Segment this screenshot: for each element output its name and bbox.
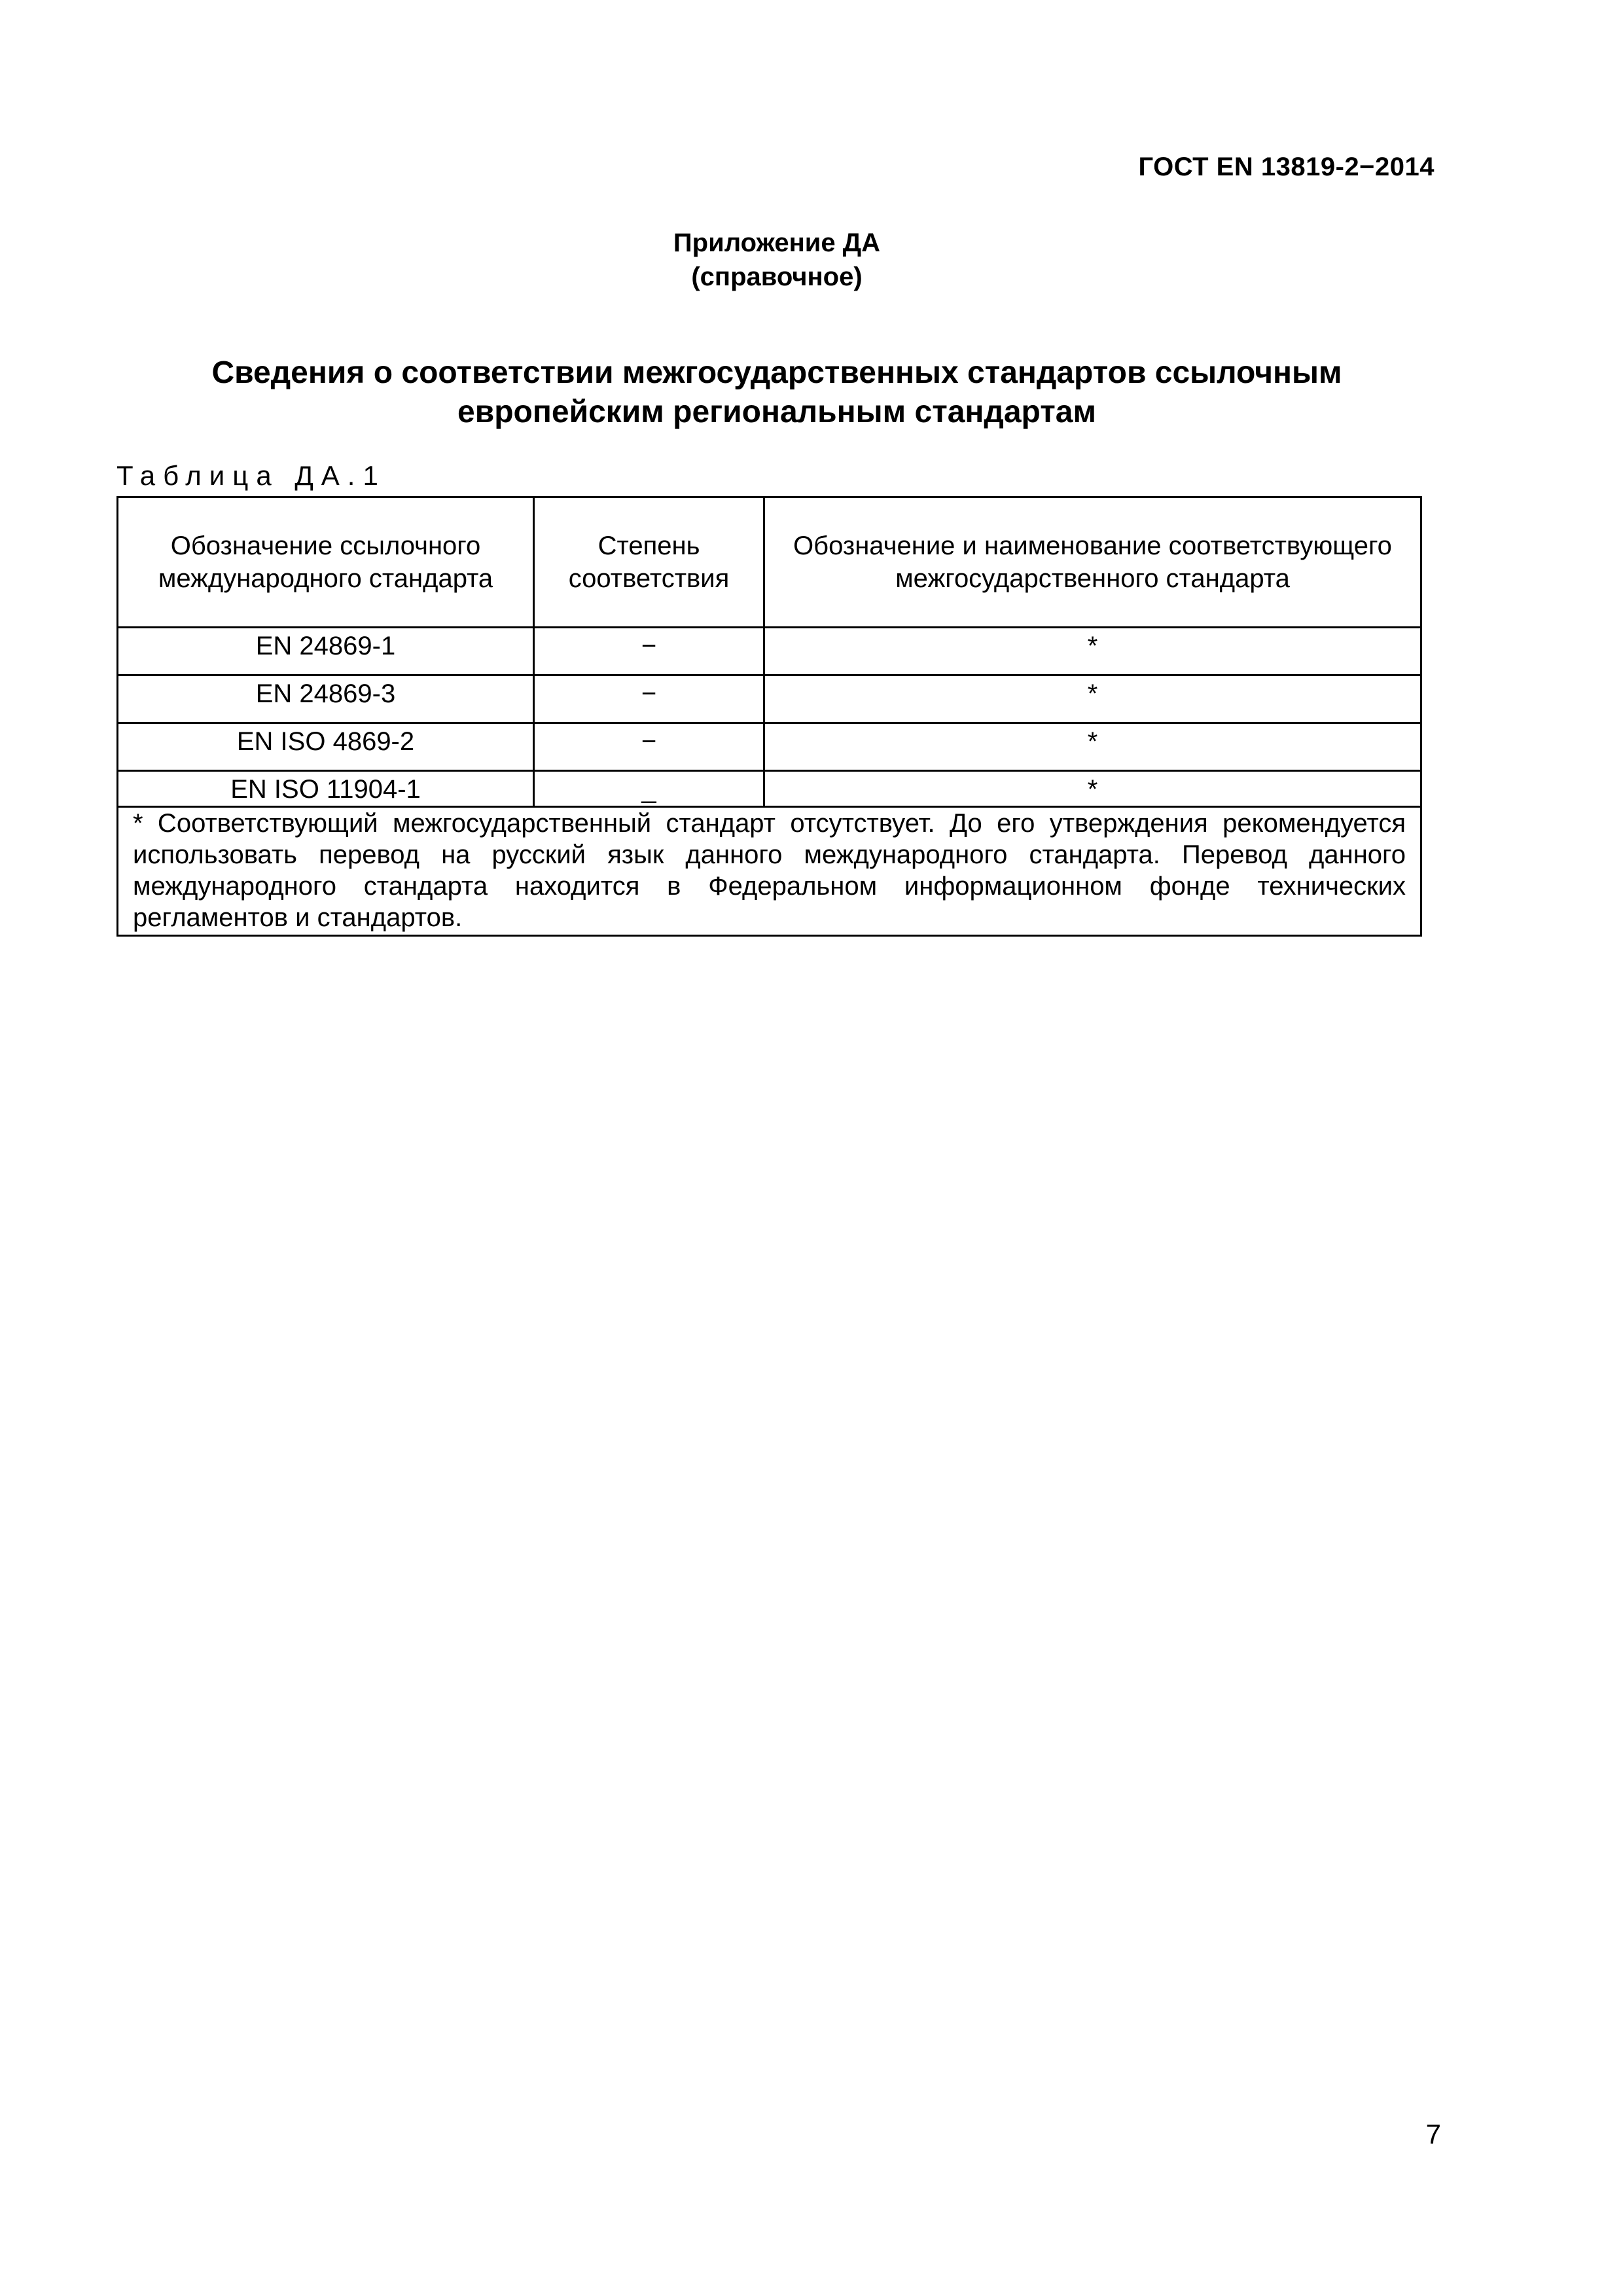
table-cell-interstate-standard: *	[764, 628, 1421, 675]
section-heading	[0, 353, 1554, 432]
section-heading-line-2: европейским региональным стандартам	[457, 395, 1096, 429]
table-cell-interstate-standard: *	[764, 675, 1421, 723]
table-cell-reference-standard: EN ISO 11904-1	[118, 771, 534, 807]
column-header-degree-of-conformity: Степень соответствия	[534, 497, 764, 628]
page-number: 7	[1425, 2119, 1441, 2149]
table-cell-reference-standard: EN 24869-1	[118, 628, 534, 675]
document-code: ГОСТ EN 13819-2−2014	[1138, 152, 1435, 181]
annex-title: Приложение ДА	[673, 228, 881, 257]
table-cell-degree: −	[534, 723, 764, 771]
table-header-row	[118, 497, 1421, 628]
annex-heading	[0, 226, 1554, 294]
table-cell-degree: −	[534, 628, 764, 675]
table-cell-interstate-standard: *	[764, 723, 1421, 771]
section-heading-line-1: Сведения о соответствии межгосударственных стандартов ссылочным	[211, 355, 1342, 390]
table-row	[118, 723, 1421, 771]
table-row	[118, 675, 1421, 723]
table-caption: Таблица ДА.1	[116, 460, 386, 491]
table-cell-reference-standard: EN ISO 4869-2	[118, 723, 534, 771]
column-header-reference-standard: Обозначение ссылочного международного стандарта	[118, 497, 534, 628]
annex-subtitle: (справочное)	[691, 262, 863, 291]
column-header-interstate-standard: Обозначение и наименование соответствующего межгосударственного стандарта	[764, 497, 1421, 628]
table-cell-degree: −	[534, 675, 764, 723]
table-row	[118, 628, 1421, 675]
table-footnote-row	[118, 807, 1421, 936]
table-cell-interstate-standard: *	[764, 771, 1421, 807]
table-cell-degree: _	[534, 771, 764, 807]
table-footnote: * Соответствующий межгосударственный стандарт отсутствует. До его утверждения рекомендуется использовать перевод на русский язык данного международного стандарта. Перевод данного международного стандарта находится в Федеральном информационном фонде технических регламентов и стандартов.	[118, 807, 1421, 936]
table-cell-reference-standard: EN 24869-3	[118, 675, 534, 723]
table-row	[118, 771, 1421, 807]
standards-table	[116, 496, 1422, 937]
